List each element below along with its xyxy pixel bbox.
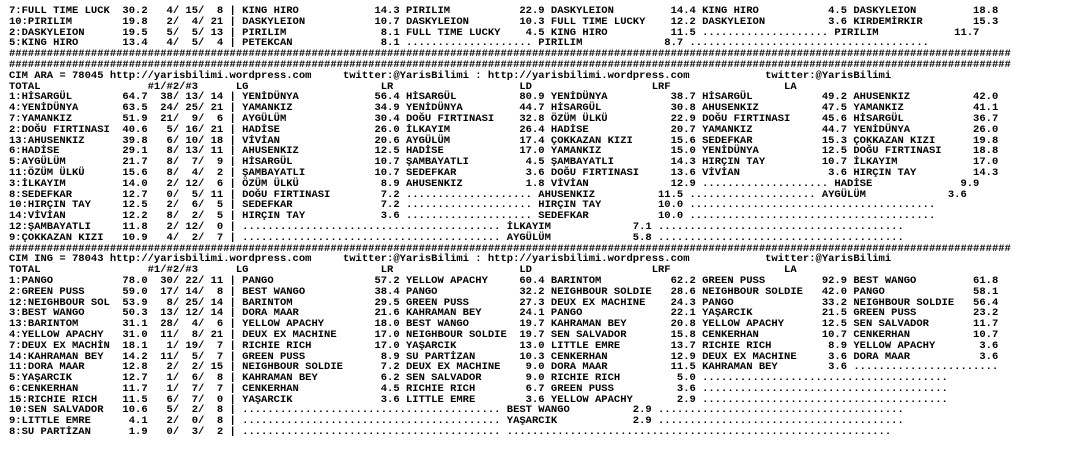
ing-row: 13:BARINTOM 31.1 28/ 4/ 6 | YELLOW APACHY 18.0 BEST WANGO 19.7 KAHRAMAN BEY 20.8 YELLOW APACHY 12.5 SEN SALVADOR 11.7: [9, 318, 999, 331]
separator-line: ###############################################################################################################################################################: [9, 242, 1011, 255]
ara-row: 4:YENİDÜNYA 63.5 24/ 25/ 21 | YAMANKIZ 34.9 YENİDÜNYA 44.7 HİSARGÜL 30.8 AHUSENKIZ 47.5 YAMANKIZ 41.1: [9, 102, 999, 115]
top-row: 10:PIRILIM 19.8 2/ 4/ 21 | DASKYLEION 10.7 DASKYLEION 10.3 FULL TIME LUCKY 12.2 DASKYLEION 3.6 KIRDEMİRKIR 15.3: [9, 15, 999, 28]
race-stats-sheet: [9, 6, 1011, 438]
ing-row: 7:DEUX EX MACHİN 18.1 1/ 19/ 7 | RICHIE RICH 17.0 YAŞARCIK 13.0 LITTLE EMRE 13.7 RICHIE RICH 8.9 YELLOW APACHY 3.6: [9, 339, 999, 352]
ing-row: 3:BEST WANGO 50.3 13/ 12/ 14 | DORA MAAR 21.6 KAHRAMAN BEY 24.1 PANGO 22.1 YAŞARCIK 21.5 GREEN PUSS 23.2: [9, 307, 999, 320]
ara-row: 3:İLKAYIM 14.0 2/ 12/ 6 | ÖZÜM ÜLKÜ 8.9 AHUSENKIZ 1.8 VİVİAN 12.9 .................... HADİSE 9.9: [9, 177, 980, 190]
ara-row: 14:VİVİAN 12.2 8/ 2/ 5 | HIRÇIN TAY 3.6 .................... SEDEFKAR 10.0 .......................................: [9, 210, 936, 223]
ing-row: 12:NEIGHBOUR SOL 53.9 8/ 25/ 14 | BARINTOM 29.5 GREEN PUSS 27.3 DEUX EX MACHINE 24.3 PANGO 33.2 NEIGHBOUR SOLDIE 56.4: [9, 296, 999, 309]
separator-line: ###############################################################################################################################################################: [9, 58, 1011, 71]
ara-row: 10:HIRÇIN TAY 12.5 2/ 6/ 5 | SEDEFKAR 7.2 .................... HIRÇIN TAY 10.0 .......................................: [9, 199, 936, 212]
ing-column-header: TOTAL #1/#2/#3 LG LR LD LRF LA: [9, 264, 797, 277]
ing-row: 1:PANGO 78.0 30/ 22/ 11 | PANGO 57.2 YELLOW APACHY 60.4 BARINTOM 62.2 GREEN PUSS 92.9 BEST WANGO 61.8: [9, 274, 999, 287]
ing-row: 10:SEN SALVADOR 10.6 5/ 2/ 8 | ......................................... BEST WANGO 2.9 .......................................: [9, 404, 904, 417]
ara-row: 13:AHUSENKIZ 39.8 6/ 10/ 18 | VİVİAN 20.6 AYGÜLÜM 17.4 ÇOKKAZAN KIZI 15.6 SEDEFKAR 15.3 ÇOKKAZAN KIZI 19.8: [9, 134, 999, 147]
ing-banner: CIM ING = 78043 http://yarisbilimi.wordpress.com twitter:@YarisBilimi : http://yarisbilimi.wordpress.com twitter:@YarisBilimi: [9, 253, 892, 266]
ing-row: 15:RICHIE RICH 11.5 6/ 7/ 0 | YAŞARCIK 3.6 LITTLE EMRE 3.6 YELLOW APACHY 2.9 .......................................: [9, 393, 948, 406]
separator-line: ###############################################################################################################################################################: [9, 48, 1011, 61]
top-row: 5:KING HIRO 13.4 4/ 5/ 4 | PETEKCAN 8.1 .................... PIRILIM 8.7 ......................................: [9, 37, 929, 50]
ara-row: 12:ŞAMBAYATLI 11.8 2/ 12/ 0 | ......................................... İLKAYIM 7.1 .......................................: [9, 220, 904, 233]
ing-row: 5:YAŞARCIK 12.7 1/ 6/ 8 | KAHRAMAN BEY 6.2 SEN SALVADOR 9.0 RICHIE RICH 5.0 .......................................: [9, 372, 948, 385]
ara-row: 9:ÇOKKAZAN KIZI 10.9 4/ 2/ 7 | ......................................... AYGÜLÜM 5.8 .......................................: [9, 231, 904, 244]
ara-row: 1:HİSARGÜL 64.7 38/ 13/ 14 | YENİDÜNYA 56.4 HİSARGÜL 80.9 YENİDÜNYA 38.7 HİSARGÜL 49.2 AHUSENKIZ 42.0: [9, 91, 999, 104]
ara-row: 2:DOĞU FIRTINASI 40.6 5/ 16/ 21 | HADİSE 26.0 İLKAYIM 26.4 HADİSE 20.7 YAMANKIZ 44.7 YENİDÜNYA 26.0: [9, 123, 999, 136]
ing-row: 11:DORA MAAR 12.8 2/ 2/ 15 | NEIGHBOUR SOLDIE 7.2 DEUX EX MACHINE 9.0 DORA MAAR 11.5 KAHRAMAN BEY 3.6 .......................: [9, 361, 999, 374]
top-row: 7:FULL TIME LUCK 30.2 4/ 15/ 8 | KING HIRO 14.3 PIRILIM 22.9 DASKYLEION 14.4 KING HIRO 4.5 DASKYLEION 18.8: [9, 5, 999, 17]
ing-row: 6:CENKERHAN 11.7 1/ 7/ 7 | CENKERHAN 4.5 RICHIE RICH 6.7 GREEN PUSS 3.6 .......................................: [9, 382, 948, 395]
ara-column-header: TOTAL #1/#2/#3 LG LR LD LRF LA: [9, 80, 797, 93]
ing-row: 14:KAHRAMAN BEY 14.2 11/ 5/ 7 | GREEN PUSS 8.9 SU PARTİZAN 10.3 CENKERHAN 12.9 DEUX EX MACHINE 3.6 DORA MAAR 3.6: [9, 350, 999, 363]
ara-row: 8:SEDEFKAR 12.7 0/ 5/ 11 | DOĞU FIRTINASI 7.2 .................... AHUSENKIZ 11.5 .................... AYGÜLÜM 3.6: [9, 188, 967, 201]
ing-row: 4:YELLOW APACHY 31.0 11/ 8/ 21 | DEUX EX MACHINE 17.0 NEIGHBOUR SOLDIE 19.7 SEN SALVADOR 15.8 CENKERHAN 10.7 CENKERHAN 10.7: [9, 328, 999, 341]
ara-row: 6:HADİSE 29.1 8/ 13/ 11 | AHUSENKIZ 12.5 HADİSE 17.0 YAMANKIZ 15.0 YENİDÜNYA 12.5 DOĞU FIRTINASI 18.8: [9, 145, 999, 158]
ara-row: 5:AYGÜLÜM 21.7 8/ 7/ 9 | HİSARGÜL 10.7 ŞAMBAYATLI 4.5 ŞAMBAYATLI 14.3 HIRÇIN TAY 10.7 İLKAYIM 17.0: [9, 156, 999, 169]
ara-row: 11:ÖZÜM ÜLKÜ 15.6 8/ 4/ 2 | ŞAMBAYATLI 10.7 SEDEFKAR 3.6 DOĞU FIRTINASI 13.6 VİVİAN 3.6 HIRÇIN TAY 14.3: [9, 166, 999, 179]
ara-row: 7:YAMANKIZ 51.9 21/ 9/ 6 | AYGÜLÜM 30.4 DOĞU FIRTINASI 32.8 ÖZÜM ÜLKÜ 22.9 DOĞU FIRTINASI 45.6 HİSARGÜL 36.7: [9, 112, 999, 125]
ing-row: 9:LITTLE EMRE 4.1 2/ 0/ 8 | ......................................... YAŞARCIK 2.9 .......................................: [9, 415, 904, 428]
top-row: 2:DASKYLEION 19.5 5/ 5/ 13 | PIRILIM 8.1 FULL TIME LUCKY 4.5 KING HIRO 11.5 .................... PIRILIM 11.7: [9, 26, 980, 39]
ing-row: 8:SU PARTİZAN 1.9 0/ 3/ 2 | ......................................... .............................................................: [9, 426, 892, 439]
ing-row: 2:GREEN PUSS 59.0 17/ 14/ 8 | BEST WANGO 38.4 PANGO 32.2 NEIGHBOUR SOLDIE 28.6 NEIGHBOUR SOLDIE 42.0 PANGO 58.1: [9, 285, 999, 298]
ara-banner: CIM ARA = 78045 http://yarisbilimi.wordpress.com twitter:@YarisBilimi : http://yarisbilimi.wordpress.com twitter:@YarisBilimi: [9, 69, 892, 82]
